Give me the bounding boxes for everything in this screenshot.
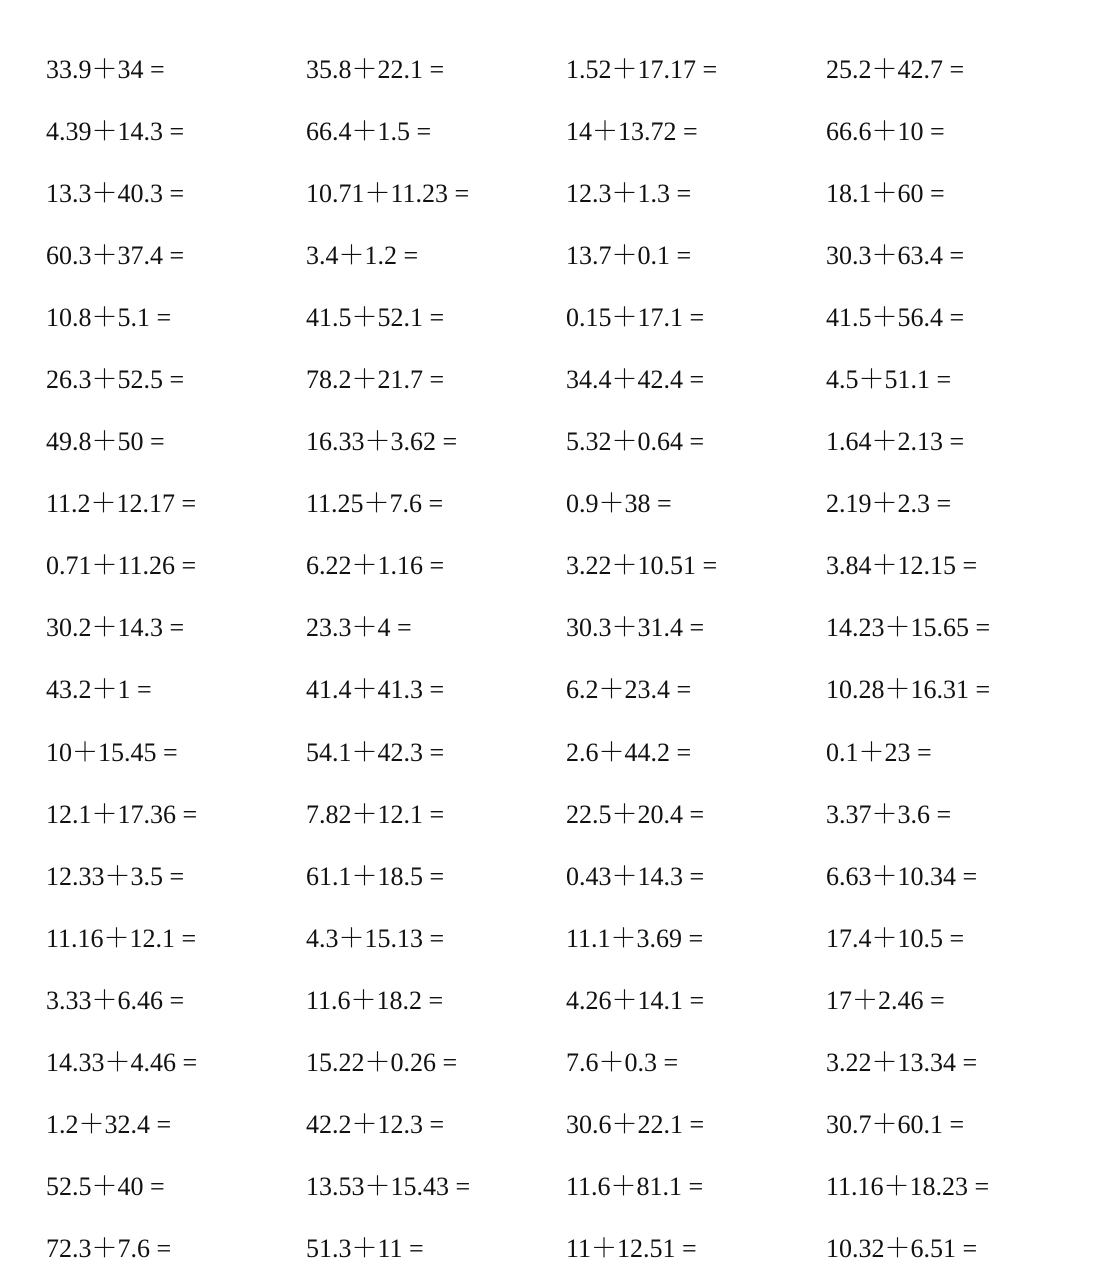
addition-problem: 14.23＋15.65 = [826, 613, 991, 643]
addition-problem: 60.3＋37.4 = [46, 240, 185, 270]
addition-problem: 43.2＋1 = [46, 675, 152, 705]
addition-problem: 11.6＋81.1 = [566, 1172, 704, 1202]
addition-problem: 11.25＋7.6 = [306, 489, 444, 519]
addition-problem: 6.2＋23.4 = [566, 675, 692, 705]
addition-problem: 17＋2.46 = [826, 985, 945, 1015]
addition-problem: 12.3＋1.3 = [566, 178, 692, 208]
addition-problem: 2.6＋44.2 = [566, 737, 692, 767]
problem-row [46, 222, 1086, 284]
addition-problem: 10.71＋11.23 = [306, 178, 470, 208]
addition-problem: 14＋13.72 = [566, 116, 698, 146]
addition-problem: 4.39＋14.3 = [46, 116, 185, 146]
addition-problem: 0.9＋38 = [566, 489, 672, 519]
addition-problem: 11＋12.51 = [566, 1234, 697, 1264]
worksheet [46, 36, 1086, 1278]
addition-problem: 7.82＋12.1 = [306, 799, 445, 829]
addition-problem: 54.1＋42.3 = [306, 737, 445, 767]
addition-problem: 72.3＋7.6 = [46, 1234, 172, 1264]
addition-problem: 52.5＋40 = [46, 1172, 165, 1202]
addition-problem: 30.3＋63.4 = [826, 240, 965, 270]
addition-problem: 7.6＋0.3 = [566, 1048, 679, 1078]
addition-problem: 3.4＋1.2 = [306, 240, 419, 270]
addition-problem: 51.3＋11 = [306, 1234, 424, 1264]
problem-row [46, 1154, 1086, 1216]
addition-problem: 0.71＋11.26 = [46, 551, 197, 581]
addition-problem: 1.64＋2.13 = [826, 427, 965, 457]
problem-row [46, 284, 1086, 346]
problem-row [46, 1092, 1086, 1154]
addition-problem: 33.9＋34 = [46, 54, 165, 84]
addition-problem: 41.5＋56.4 = [826, 302, 965, 332]
addition-problem: 4.26＋14.1 = [566, 985, 705, 1015]
addition-problem: 13.3＋40.3 = [46, 178, 185, 208]
addition-problem: 11.16＋18.23 = [826, 1172, 990, 1202]
problem-row [46, 1216, 1086, 1278]
problem-row [46, 409, 1086, 471]
addition-problem: 1.52＋17.17 = [566, 54, 718, 84]
addition-problem: 34.4＋42.4 = [566, 365, 705, 395]
addition-problem: 10.28＋16.31 = [826, 675, 991, 705]
addition-problem: 16.33＋3.62 = [306, 427, 458, 457]
addition-problem: 22.5＋20.4 = [566, 799, 705, 829]
addition-problem: 0.1＋23 = [826, 737, 932, 767]
problem-row [46, 719, 1086, 781]
addition-problem: 3.84＋12.15 = [826, 551, 978, 581]
problem-row [46, 657, 1086, 719]
addition-problem: 1.2＋32.4 = [46, 1110, 172, 1140]
addition-problem: 66.6＋10 = [826, 116, 945, 146]
problem-row [46, 967, 1086, 1029]
addition-problem: 49.8＋50 = [46, 427, 165, 457]
problem-row [46, 98, 1086, 160]
addition-problem: 18.1＋60 = [826, 178, 945, 208]
addition-problem: 78.2＋21.7 = [306, 365, 445, 395]
addition-problem: 35.8＋22.1 = [306, 54, 445, 84]
addition-problem: 3.22＋10.51 = [566, 551, 718, 581]
addition-problem: 61.1＋18.5 = [306, 861, 445, 891]
addition-problem: 3.33＋6.46 = [46, 985, 185, 1015]
problem-row [46, 346, 1086, 408]
addition-problem: 13.7＋0.1 = [566, 240, 692, 270]
addition-problem: 12.1＋17.36 = [46, 799, 198, 829]
problem-row [46, 471, 1086, 533]
addition-problem: 6.63＋10.34 = [826, 861, 978, 891]
addition-problem: 26.3＋52.5 = [46, 365, 185, 395]
addition-problem: 41.5＋52.1 = [306, 302, 445, 332]
addition-problem: 3.37＋3.6 = [826, 799, 952, 829]
addition-problem: 4.3＋15.13 = [306, 923, 445, 953]
problem-row [46, 905, 1086, 967]
addition-problem: 6.22＋1.16 = [306, 551, 445, 581]
problem-row [46, 595, 1086, 657]
addition-problem: 10.32＋6.51 = [826, 1234, 978, 1264]
problem-row [46, 781, 1086, 843]
addition-problem: 66.4＋1.5 = [306, 116, 432, 146]
addition-problem: 0.15＋17.1 = [566, 302, 705, 332]
addition-problem: 17.4＋10.5 = [826, 923, 965, 953]
addition-problem: 4.5＋51.1 = [826, 365, 952, 395]
addition-problem: 30.2＋14.3 = [46, 613, 185, 643]
addition-problem: 30.3＋31.4 = [566, 613, 705, 643]
addition-problem: 11.1＋3.69 = [566, 923, 704, 953]
problem-row [46, 160, 1086, 222]
addition-problem: 10.8＋5.1 = [46, 302, 172, 332]
addition-problem: 30.6＋22.1 = [566, 1110, 705, 1140]
addition-problem: 25.2＋42.7 = [826, 54, 965, 84]
addition-problem: 2.19＋2.3 = [826, 489, 952, 519]
addition-problem: 11.2＋12.17 = [46, 489, 197, 519]
addition-problem: 0.43＋14.3 = [566, 861, 705, 891]
addition-problem: 3.22＋13.34 = [826, 1048, 978, 1078]
addition-problem: 14.33＋4.46 = [46, 1048, 198, 1078]
problem-row [46, 36, 1086, 98]
addition-problem: 15.22＋0.26 = [306, 1048, 458, 1078]
addition-problem: 30.7＋60.1 = [826, 1110, 965, 1140]
addition-problem: 13.53＋15.43 = [306, 1172, 471, 1202]
addition-problem: 10＋15.45 = [46, 737, 178, 767]
addition-problem: 23.3＋4 = [306, 613, 412, 643]
addition-problem: 42.2＋12.3 = [306, 1110, 445, 1140]
addition-problem: 11.6＋18.2 = [306, 985, 444, 1015]
addition-problem: 5.32＋0.64 = [566, 427, 705, 457]
problem-row [46, 533, 1086, 595]
addition-problem: 41.4＋41.3 = [306, 675, 445, 705]
problem-row [46, 843, 1086, 905]
problem-row [46, 1030, 1086, 1092]
addition-problem: 11.16＋12.1 = [46, 923, 197, 953]
addition-problem: 12.33＋3.5 = [46, 861, 185, 891]
